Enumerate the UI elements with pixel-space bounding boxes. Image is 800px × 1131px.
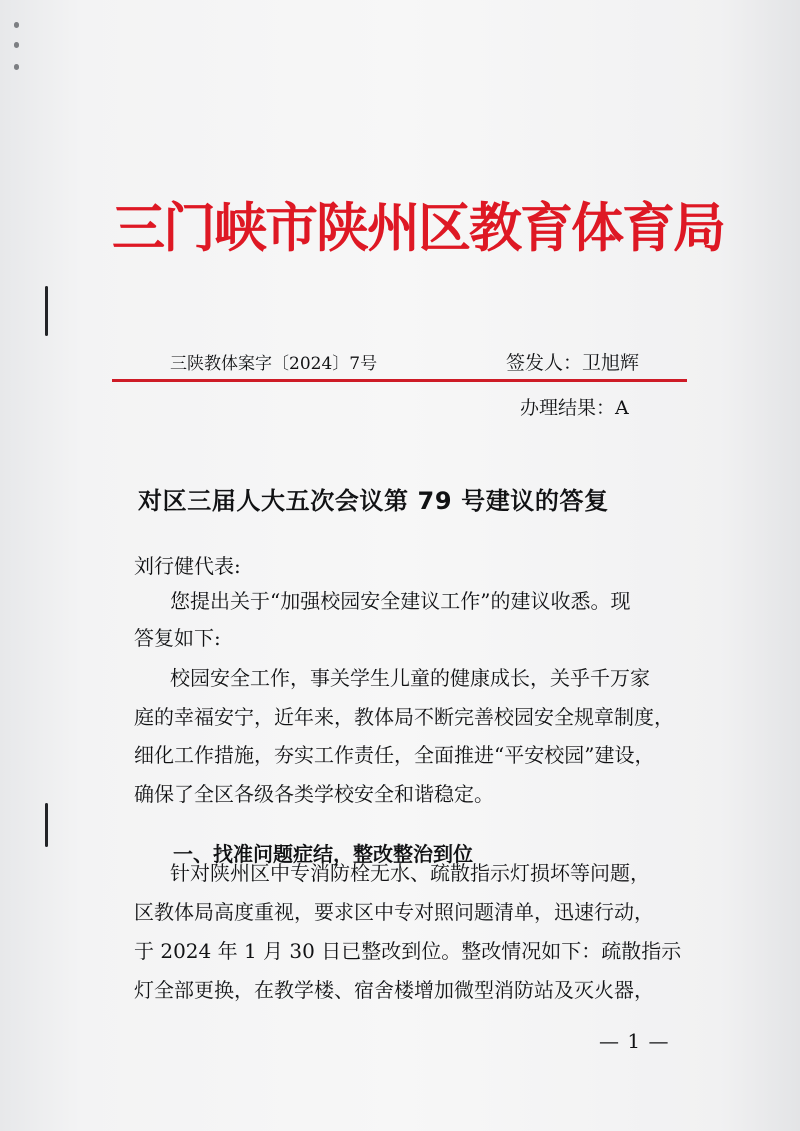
section-body-line: 区教体局高度重视，要求区中专对照问题清单，迅速行动， [134,900,654,924]
document-title: 对区三届人大五次会议第 79 号建议的答复 [138,486,609,515]
section-heading: 一、找准问题症结，整改整治到位 [173,842,473,866]
section-body-line: 于 2024 年 1 月 30 日已整改到位。整改情况如下：疏散指示 [134,939,682,963]
salutation: 刘行健代表: [134,554,241,578]
processing-result: 办理结果：A [520,397,629,419]
body-line: 您提出关于“加强校园安全建议工作”的建议收悉。现 [170,589,631,613]
body-line: 答复如下: [134,626,221,650]
binding-hole [14,42,19,48]
organization-masthead: 三门峡市陕州区教育体育局 [112,198,724,259]
binding-hole [14,64,19,70]
body-line: 确保了全区各级各类学校安全和谐稳定。 [134,782,494,806]
issuer: 签发人：卫旭辉 [506,352,640,374]
body-line: 细化工作措施，夯实工作责任，全面推进“平安校园”建设， [134,743,655,767]
section-body-line: 灯全部更换，在教学楼、宿舍楼增加微型消防站及灭火器， [134,978,654,1002]
section-body-line: 针对陕州区中专消防栓无水、疏散指示灯损坏等问题， [170,861,650,885]
page-number: — 1 — [599,1029,670,1053]
staple [45,286,48,336]
binding-hole [14,22,19,28]
body-line: 校园安全工作，事关学生儿童的健康成长，关乎千万家 [170,666,650,690]
red-divider [112,379,687,382]
staple [45,803,48,847]
document-number: 三陕教体案字〔2024〕7号 [170,354,378,374]
body-line: 庭的幸福安宁，近年来，教体局不断完善校园安全规章制度， [134,705,674,729]
